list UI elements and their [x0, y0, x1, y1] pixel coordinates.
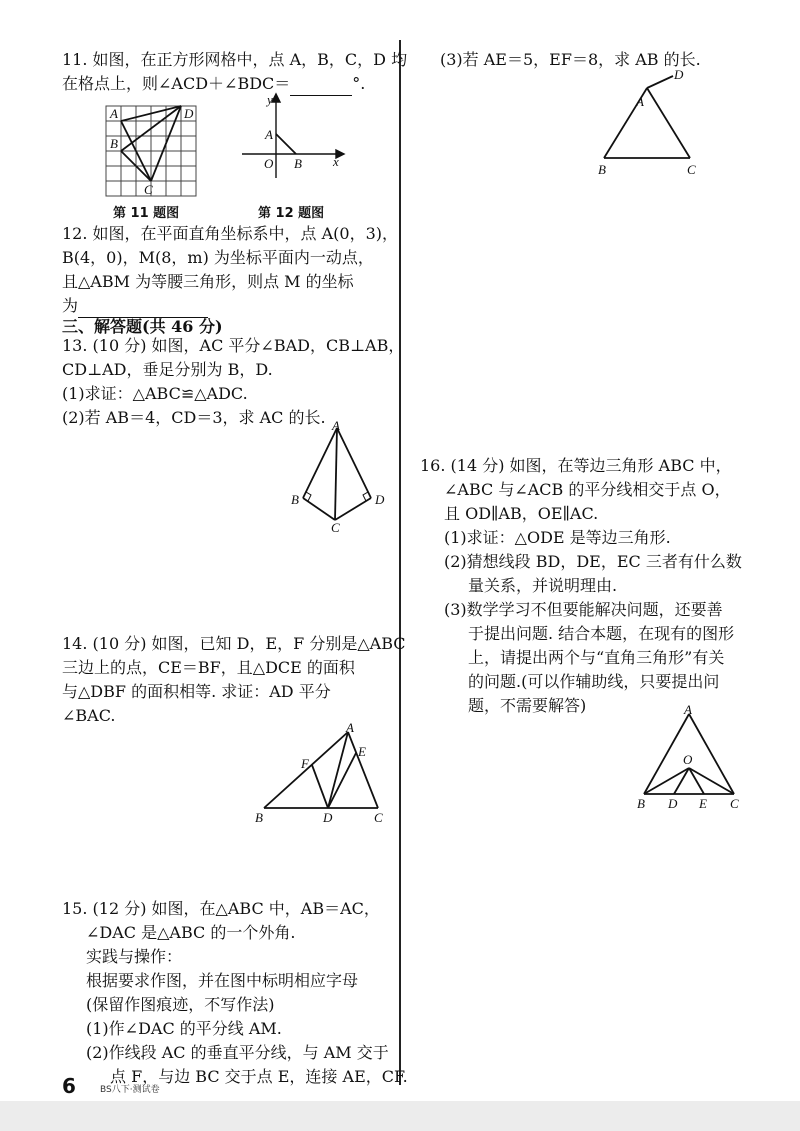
page-bottom-band	[0, 1101, 800, 1131]
question-16	[420, 454, 742, 718]
figure-12-axes	[238, 92, 348, 182]
q15-line7: (2)作线段 AC 的垂直平分线，与 AM 交于	[86, 1043, 389, 1062]
figure-13-kite	[285, 420, 390, 535]
fig12-label-o: O	[264, 156, 274, 171]
fig14-label-e: E	[358, 744, 366, 759]
fig14-label-d: D	[323, 810, 333, 825]
q16-line9: 上，请提出两个与“直角三角形”有关	[468, 648, 725, 667]
fig15-label-d: D	[674, 67, 684, 82]
q16-line4: (1)求证：△ODE 是等边三角形.	[444, 528, 671, 547]
fig14-label-f: F	[301, 756, 309, 771]
fig16-label-e: E	[699, 796, 707, 811]
q15-line8: 点 F，与边 BC 交于点 E，连接 AE，CF.	[110, 1067, 408, 1086]
fig16-label-o: O	[683, 752, 693, 767]
footer-series: BS八下·测试卷	[100, 1085, 160, 1095]
fig12-label-a: A	[265, 127, 273, 142]
q12-line1: 12. 如图，在平面直角坐标系中，点 A(0，3)，	[62, 224, 399, 243]
q11-unit: °.	[352, 74, 366, 93]
figure-16-equilateral	[632, 700, 747, 812]
q16-line6: 量关系，并说明理由.	[468, 576, 618, 595]
q15-line4: 根据要求作图，并在图中标明相应字母	[86, 971, 359, 990]
figure-14-triangle	[250, 722, 390, 827]
fig13-label-d: D	[375, 492, 385, 507]
fig12-caption: 第 12 题图	[258, 206, 325, 221]
fig16-label-a: A	[684, 702, 692, 717]
figure-15-triangle	[590, 66, 710, 178]
q14-line1: 14. (10 分) 如图，已知 D，E，F 分别是△ABC	[62, 634, 406, 653]
fig13-label-a: A	[332, 420, 340, 433]
q12-line2: B(4，0)，M(8，m) 为坐标平面内一动点，	[62, 248, 374, 267]
fig12-label-y: y	[267, 92, 273, 107]
q11-line2: 在格点上，则∠ACD＋∠BDC＝	[62, 74, 291, 93]
fig15-label-c: C	[687, 162, 696, 177]
fig14-label-b: B	[255, 810, 263, 825]
figure-11-grid	[100, 100, 205, 198]
q13-line3: (1)求证：△ABC≌△ADC.	[62, 384, 248, 403]
q14-line2: 三边上的点，CE＝BF，且△DCE 的面积	[62, 658, 355, 677]
question-12	[62, 222, 398, 318]
q16-line8: 于提出问题. 结合本题，在现有的图形	[468, 624, 735, 643]
q16-line5: (2)猜想线段 BD，DE，EC 三者有什么数	[444, 552, 742, 571]
q14-line4: ∠BAC.	[62, 706, 116, 725]
fig16-label-d: D	[668, 796, 678, 811]
q15-line5: (保留作图痕迹，不写作法)	[86, 995, 275, 1014]
q16-line2: ∠ABC 与∠ACB 的平分线相交于点 O，	[444, 480, 731, 499]
fig15-label-b: B	[598, 162, 606, 177]
fig12-label-x: x	[333, 154, 339, 169]
q16-line3: 且 OD∥AB，OE∥AC.	[444, 504, 599, 523]
fig11-label-a: A	[110, 106, 118, 121]
q15-line6: (1)作∠DAC 的平分线 AM.	[86, 1019, 282, 1038]
fig15-label-a: A	[636, 94, 644, 109]
q12-line3: 且△ABM 为等腰三角形，则点 M 的坐标	[62, 272, 354, 291]
q13-line4: (2)若 AB＝4，CD＝3，求 AC 的长.	[62, 408, 326, 427]
fig11-label-c: C	[144, 182, 153, 197]
q15-line1: 15. (12 分) 如图，在△ABC 中，AB＝AC，	[62, 899, 380, 918]
q15-3-line1: (3)若 AE＝5，EF＝8，求 AB 的长.	[440, 50, 701, 69]
q15-line2: ∠DAC 是△ABC 的一个外角.	[86, 923, 296, 942]
fig14-label-c: C	[374, 810, 383, 825]
q13-line2: CD⊥AD，垂足分别为 B，D.	[62, 360, 273, 379]
question-14	[62, 632, 406, 728]
fig14-label-a: A	[346, 722, 354, 735]
question-15	[62, 897, 408, 1089]
fig11-label-b: B	[110, 136, 118, 151]
fig16-label-b: B	[637, 796, 645, 811]
q16-line7: (3)数学学习不但要能解决问题，还要善	[444, 600, 723, 619]
fig11-label-d: D	[184, 106, 194, 121]
question-11	[62, 48, 407, 96]
q13-line1: 13. (10 分) 如图，AC 平分∠BAD，CB⊥AB，	[62, 336, 405, 355]
q12-line4: 为	[62, 296, 79, 315]
question-13	[62, 334, 404, 430]
q16-line10: 的问题.(可以作辅助线，只要提出问	[468, 672, 720, 691]
fig16-label-c: C	[730, 796, 739, 811]
page-number: 6	[62, 1074, 76, 1098]
q14-line3: 与△DBF 的面积相等. 求证：AD 平分	[62, 682, 331, 701]
fig13-label-b: B	[291, 492, 299, 507]
q16-line1: 16. (14 分) 如图，在等边三角形 ABC 中，	[420, 456, 732, 475]
fig11-caption: 第 11 题图	[113, 206, 180, 221]
q11-line1: 11. 如图，在正方形网格中，点 A，B，C，D 均	[62, 50, 408, 69]
fig13-label-c: C	[331, 520, 340, 535]
q15-line3: 实践与操作：	[86, 947, 183, 966]
q16-line11: 题，不需要解答)	[468, 696, 587, 715]
fig12-label-b: B	[294, 156, 302, 171]
section-3-title: 三、解答题(共 46 分)	[62, 317, 223, 336]
